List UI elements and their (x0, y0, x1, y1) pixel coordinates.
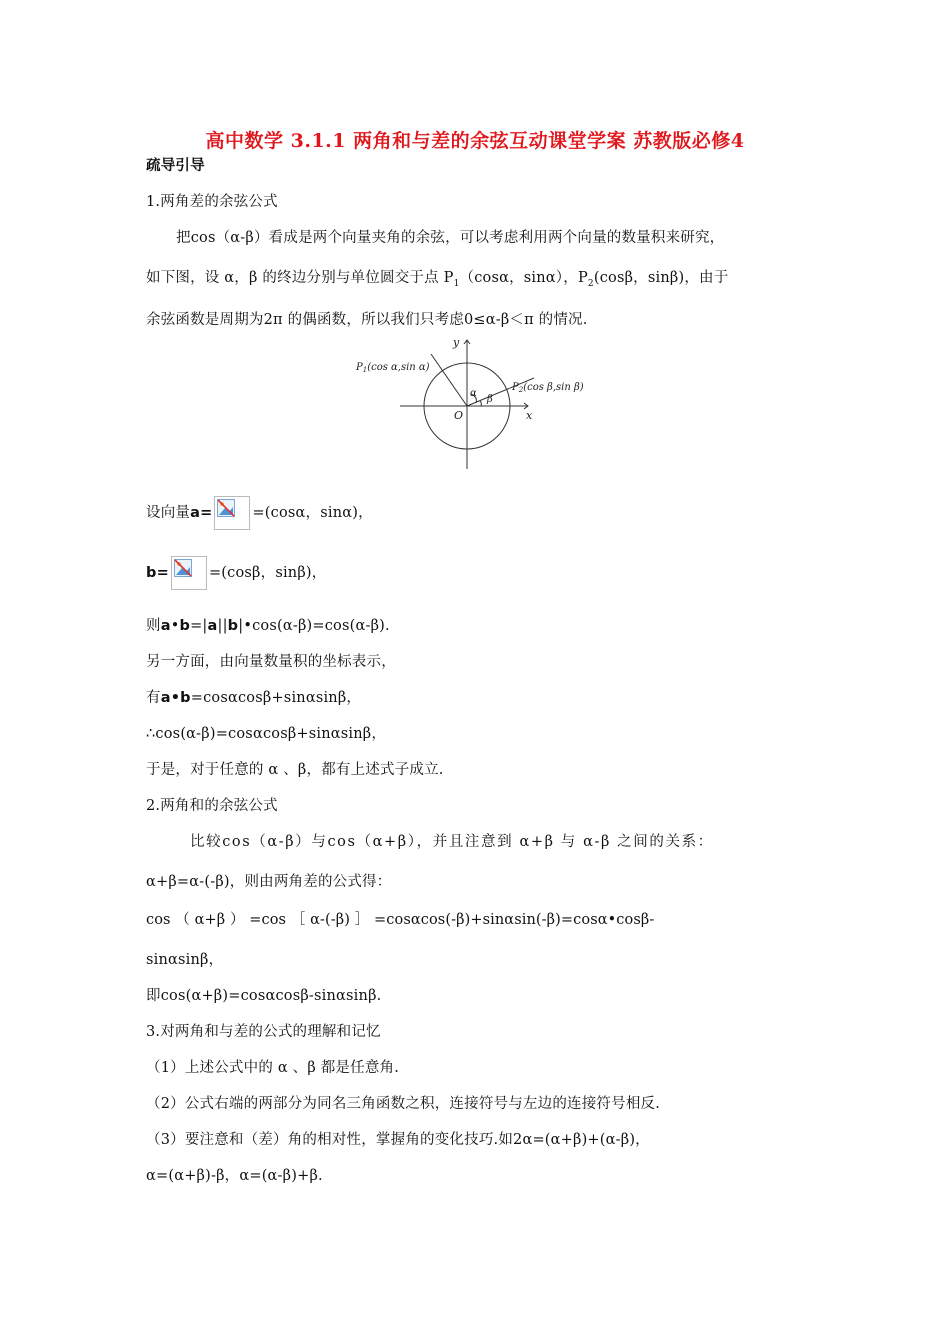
section3-item: （1）上述公式中的 α 、β 都是任意角. (146, 1060, 400, 1076)
section3-item: （2）公式右端的两部分为同名三角函数之积，连接符号与左边的连接符号相反. (146, 1096, 661, 1112)
section2-title: 2.两角和的余弦公式 (146, 798, 278, 814)
p2-label: $P_2(\cos$ β,sin β) (512, 382, 584, 394)
p1-label: $P_1(\cos$ α,sin α) (356, 362, 430, 374)
derivation-line-5: 于是，对于任意的 α 、β，都有上述式子成立. (146, 762, 444, 778)
derivation-line-1: 则a•b=|a||b|•cos(α-β)=cos(α-β). (146, 618, 390, 634)
section1-title: 1.两角差的余弦公式 (146, 194, 278, 210)
y-axis-label: y (453, 336, 460, 349)
vector-b-line: b= =(cosβ，sinβ)， (146, 556, 326, 590)
unit-circle-figure (352, 336, 602, 472)
section-heading: 疏导引导 (146, 158, 205, 174)
broken-image-icon (171, 556, 207, 590)
alpha-label: α (470, 388, 477, 399)
x-axis-label: x (526, 409, 533, 422)
terminal-side-alpha (431, 354, 467, 406)
section2-paragraph-2: α+β=α-(-β)，则由两角差的公式得： (146, 874, 392, 890)
derivation-line-3: 有a•b=cosαcosβ+sinαsinβ， (146, 690, 362, 706)
vector-a-line: 设向量a= =(cosα，sinα)， (146, 496, 373, 530)
section2-paragraph-1: 比较cos（α-β）与cos（α+β），并且注意到 α+β 与 α-β 之间的关系： (190, 834, 714, 850)
section2-paragraph-4: sinαsinβ， (146, 952, 224, 968)
section1-paragraph-1: 把cos（α-β）看成是两个向量夹角的余弦，可以考虑利用两个向量的数量积来研究， (176, 230, 725, 246)
origin-label: O (454, 409, 464, 422)
section3-item: （3）要注意和（差）角的相对性，掌握角的变化技巧.如2α=(α+β)+(α-β)， (146, 1132, 650, 1148)
section3-title: 3.对两角和与差的公式的理解和记忆 (146, 1024, 381, 1040)
derivation-line-4: ∴cos(α-β)=cosαcosβ+sinαsinβ， (146, 726, 387, 742)
document-title: 高中数学 3.1.1 两角和与差的余弦互动课堂学案 苏教版必修4 (205, 130, 745, 152)
section1-paragraph-3: 余弦函数是周期为2π 的偶函数，所以我们只考虑0≤α-β＜π 的情况. (146, 312, 588, 328)
section2-paragraph-3: cos （ α+β ） =cos ［ α-(-β) ］ =cosαcos(-β)+sinαsin(-β)=cosα•cosβ- (146, 912, 655, 928)
derivation-line-2: 另一方面，由向量数量积的坐标表示， (146, 654, 396, 670)
section2-paragraph-5: 即cos(α+β)=cosαcosβ-sinαsinβ. (146, 988, 382, 1004)
section1-paragraph-2: 如下图，设 α，β 的终边分别与单位圆交于点 $P_1(\cos\alpha$，sinα），$P_2(\cos\beta$，sinβ)，由于 (146, 270, 729, 289)
section3-last-line: α=(α+β)-β，α=(α-β)+β. (146, 1168, 323, 1184)
beta-label: β (487, 394, 493, 405)
broken-image-icon (214, 496, 250, 530)
